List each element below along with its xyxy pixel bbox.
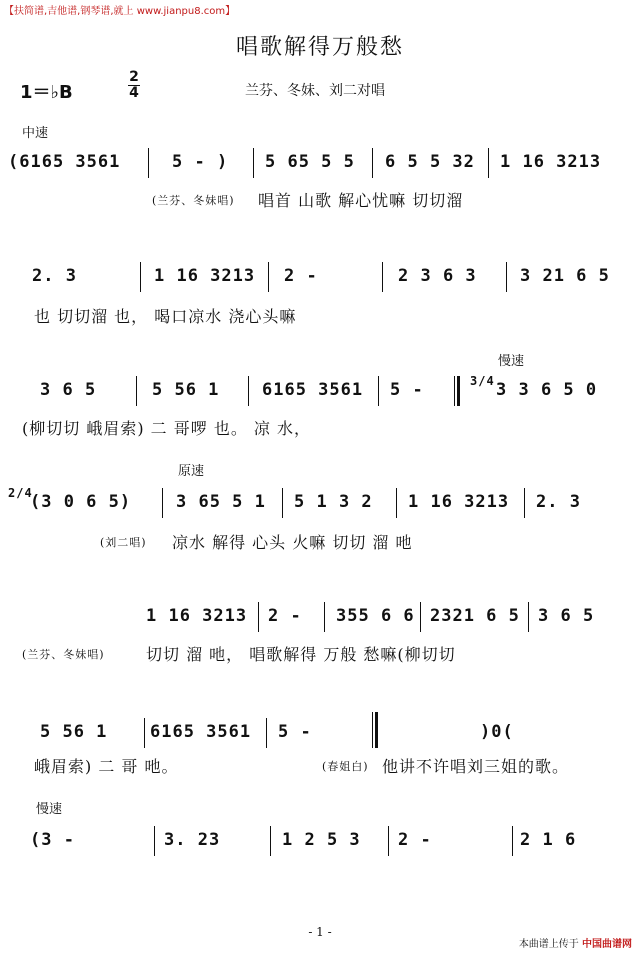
singers-line: 兰芬、冬妹、刘二对唱	[245, 83, 385, 99]
tempo-marking: 慢速	[36, 802, 63, 817]
notes-m4: 2321 6 5	[430, 606, 520, 626]
notes-m2: 2 -	[268, 606, 302, 626]
notes-m3: 5 1 3 2	[294, 492, 373, 512]
notes-m5: 2 1 6	[520, 830, 577, 850]
barline	[372, 148, 373, 178]
lyric-line: 也 切切溜 也， 喝口凉水 浇心头嘛	[34, 307, 297, 326]
notes-m1: (3 0 6 5)	[30, 492, 132, 512]
notes-m1: 1 16 3213	[146, 606, 248, 626]
barline	[268, 262, 269, 292]
notes-m2: 6165 3561	[150, 722, 252, 742]
barline	[396, 488, 397, 518]
notes-m3: 5 -	[278, 722, 312, 742]
notes-m4: 5 -	[390, 380, 424, 400]
barline	[506, 262, 507, 292]
barline	[270, 826, 271, 856]
lyric-line: 凉水 解得 心头 火嘛 切切 溜 吔	[172, 533, 413, 552]
notes-m4: 1 16 3213	[408, 492, 510, 512]
notes-m4: 2 -	[398, 830, 432, 850]
notes-m4: 2 3 6 3	[398, 266, 477, 286]
barline	[266, 718, 267, 748]
barline	[420, 602, 421, 632]
notes-m2: 5 56 1	[152, 380, 220, 400]
barline	[148, 148, 149, 178]
double-barline	[372, 712, 378, 748]
notes-m5: 2. 3	[536, 492, 581, 512]
notes-m2: 1 16 3213	[154, 266, 256, 286]
barline	[144, 718, 145, 748]
lyric-suffix: 他讲不许唱刘三姐的歌。	[382, 757, 570, 776]
barline	[258, 602, 259, 632]
barline	[378, 376, 379, 406]
lyric-prefix: (兰芬、冬妹唱)	[152, 194, 235, 207]
lyric-line: (柳切切 峨眉索) 二 哥啰 也。 凉 水，	[22, 419, 312, 438]
barline	[388, 826, 389, 856]
page-number: - 1 -	[308, 925, 332, 939]
barline	[524, 488, 525, 518]
tempo-marking: 中速	[22, 126, 49, 141]
notes-m3: 1 2 5 3	[282, 830, 361, 850]
notes-m5: 3 3 6 5 0	[496, 380, 598, 400]
barline	[512, 826, 513, 856]
notes-m1: 3 6 5	[40, 380, 97, 400]
barline	[154, 826, 155, 856]
lyric-line: 峨眉索) 二 哥 吔。	[34, 757, 179, 776]
barline	[382, 262, 383, 292]
tempo-marking: 慢速	[498, 354, 525, 369]
notes-m2: 3 65 5 1	[176, 492, 266, 512]
double-barline	[454, 376, 460, 406]
footer-uploaded: 本曲谱上传于	[518, 939, 579, 950]
notes-m3: 5 65 5 5	[265, 152, 355, 172]
spoken-label: (春姐白)	[322, 760, 369, 773]
lyric-line: 切切 溜 吔， 唱歌解得 万般 愁嘛(柳切切	[146, 645, 456, 664]
notes-m1: (3 -	[30, 830, 75, 850]
notes-m2: 3. 23	[164, 830, 221, 850]
notes-m1: 2. 3	[32, 266, 77, 286]
meter-top: 2	[129, 69, 139, 85]
notes-m3: 6165 3561	[262, 380, 364, 400]
lyric-line: 唱首 山歌 解心忧嘛 切切溜	[258, 191, 464, 210]
meter-change: 3/4	[470, 374, 495, 388]
song-title: 唱歌解得万般愁	[235, 35, 404, 60]
notes-m3: 2 -	[284, 266, 318, 286]
time-signature	[128, 70, 140, 101]
notes-m1: 5 56 1	[40, 722, 108, 742]
tempo-marking: 原速	[178, 464, 205, 479]
footer-site: 中国曲谱网	[582, 939, 632, 950]
barline	[162, 488, 163, 518]
barline	[136, 376, 137, 406]
site-banner: 【扶简谱,吉他谱,钢琴谱,就上 www.jianpu8.com】	[4, 6, 236, 17]
notes-m2: 5 - )	[172, 152, 229, 172]
notes-m1: (6165 3561	[8, 152, 121, 172]
barline	[282, 488, 283, 518]
barline	[248, 376, 249, 406]
barline	[528, 602, 529, 632]
notes-m5: 3 21 6 5	[520, 266, 610, 286]
lyric-prefix: (兰芬、冬妹唱)	[22, 648, 105, 661]
notes-m5: 1 16 3213	[500, 152, 602, 172]
notes-m5: 3 6 5	[538, 606, 595, 626]
notes-m4: 6 5 5 32	[385, 152, 475, 172]
barline	[253, 148, 254, 178]
lyric-prefix: (刘二唱)	[100, 536, 147, 549]
footer-watermark	[519, 935, 632, 950]
notes-m3: 355 6 6	[336, 606, 415, 626]
barline	[488, 148, 489, 178]
meter-bottom: 4	[129, 85, 139, 101]
meter-change: 2/4	[8, 486, 33, 500]
key-signature: 1＝♭B	[20, 82, 73, 103]
barline	[324, 602, 325, 632]
notes-m4: )0(	[480, 722, 514, 742]
barline	[140, 262, 141, 292]
